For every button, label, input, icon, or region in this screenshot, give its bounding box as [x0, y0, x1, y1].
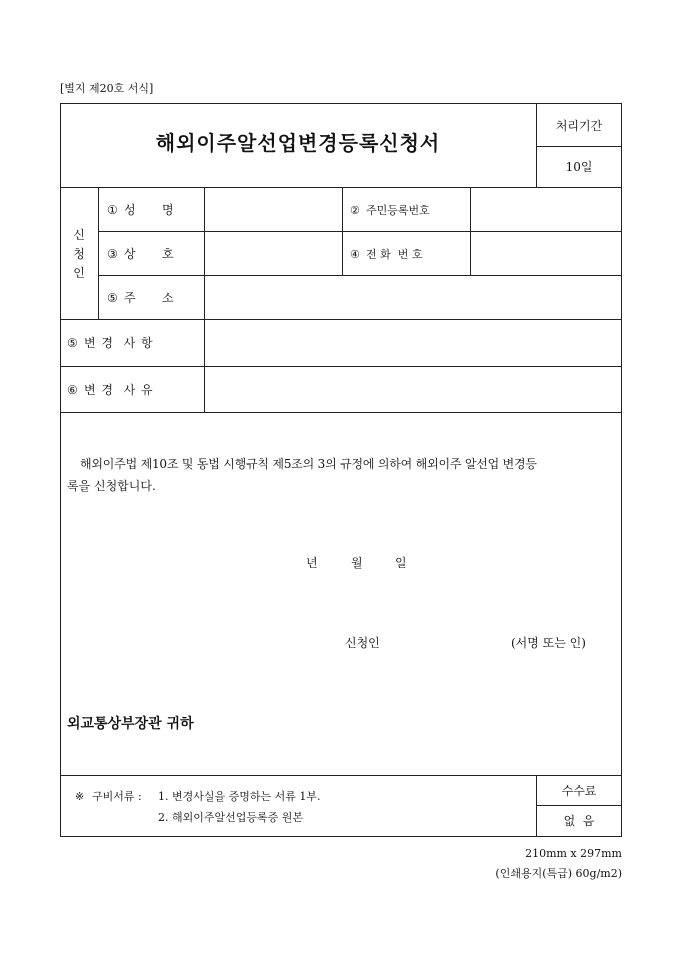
processing-period-label: 처리기간 — [555, 119, 603, 133]
signature-placeholder: (서명 또는 인) — [511, 636, 586, 650]
note-marker: ※ — [75, 790, 85, 803]
fee-label: 수수료 — [561, 784, 597, 798]
address-field[interactable] — [205, 276, 621, 319]
date-day-label: 일 — [395, 556, 407, 570]
document-item-1: 1. 변경사실을 증명하는 서류 1부. — [158, 790, 321, 803]
form-title: 해외이주알선업변경등록신청서 — [155, 131, 441, 155]
recipient: 외교통상부장관 귀하 — [67, 716, 194, 732]
trade-name-field[interactable] — [205, 232, 342, 275]
fee-value: 없 음 — [563, 814, 595, 828]
paper-size: 210mm x 297mm — [525, 847, 622, 860]
change-reason-field[interactable] — [205, 367, 621, 412]
change-items-field[interactable] — [205, 320, 621, 366]
statement-line-1: 해외이주법 제10조 및 동법 시행규칙 제5조의 3의 규정에 의하여 해외이주 알선업 변경등 — [80, 457, 537, 471]
applicant-label: 신청인 — [345, 636, 380, 650]
phone-field[interactable] — [471, 232, 621, 275]
resident-number-field[interactable] — [471, 188, 621, 231]
processing-period-value: 10일 — [565, 160, 593, 174]
paper-type: (인쇄용지(특급) 60g/m2) — [495, 867, 622, 880]
documents-label: 구비서류 : — [92, 790, 142, 803]
name-field[interactable] — [205, 188, 342, 231]
form-number: [별지 제20호 서식] — [60, 82, 154, 95]
date-year-label: 년 — [306, 556, 318, 570]
statement-line-2: 록을 신청합니다. — [67, 479, 156, 493]
document-item-2: 2. 해외이주알선업등록증 원본 — [158, 811, 303, 824]
date-month-label: 월 — [351, 556, 363, 570]
